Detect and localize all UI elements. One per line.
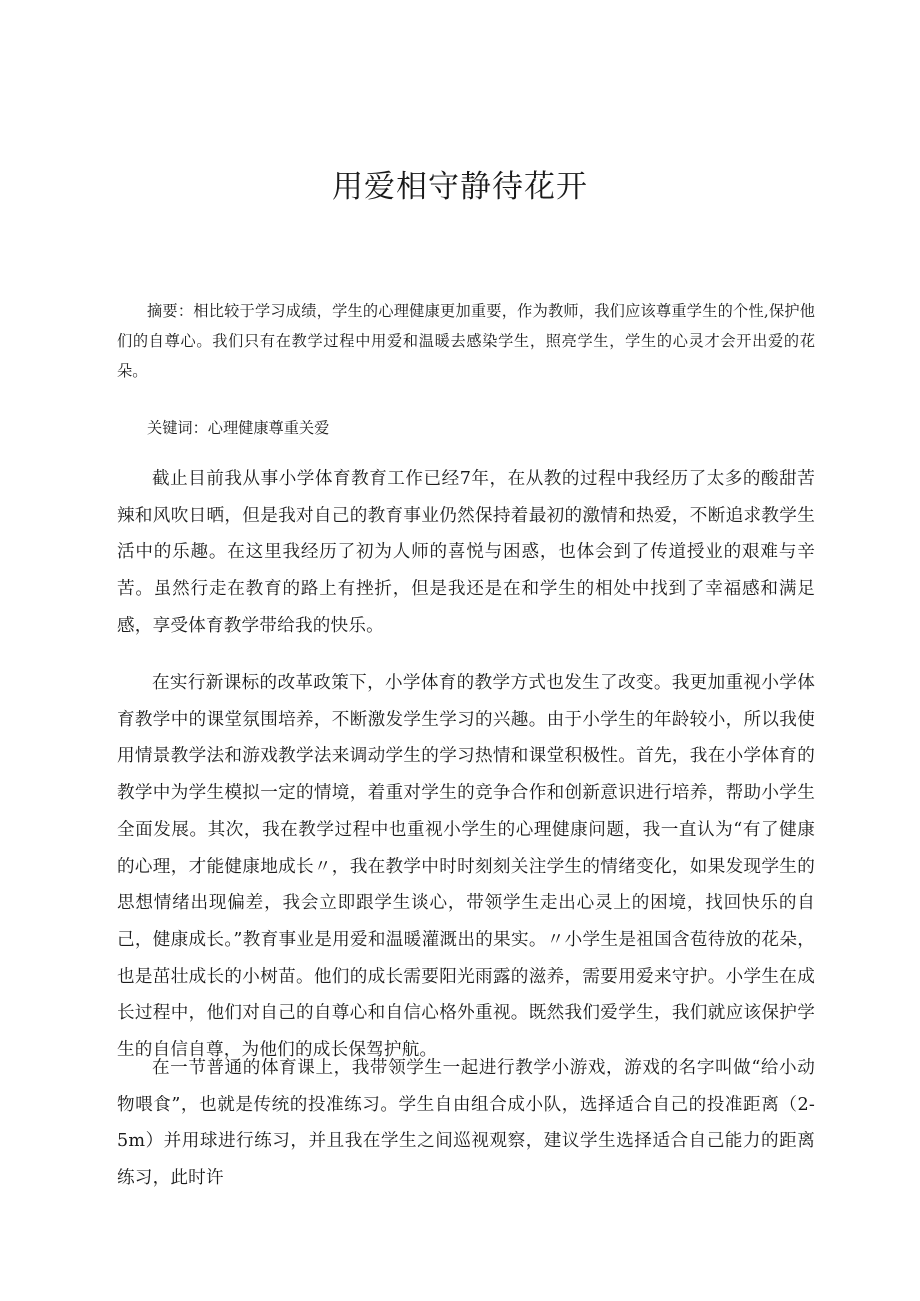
body-paragraph: 在实行新课标的改革政策下，小学体育的教学方式也发生了改变。我更加重视小学体育教学中的课堂氛围培养，不断激发学生学习的兴趣。由于小学生的年龄较小，所以我使用情景教学法和游戏教学法来调动学生的学习热情和课堂积极性。首先，我在小学体育的教学中为学生模拟一定的情境，着重对学生的竞争合作和创新意识进行培养，帮助小学生全面发展。其次，我在教学过程中也重视小学生的心理健康问题，我一直认为“有了健康的心理，才能健康地成长〃，我在教学中时时刻刻关注学生的情绪变化，如果发现学生的思想情绪出现偏差，我会立即跟学生谈心，带领学生走出心灵上的困境，找回快乐的自己，健康成长。”教育事业是用爱和温暖灌溉出的果实。〃小学生是祖国含苞待放的花朵，也是茁壮成长的小树苗。他们的成长需要阳光雨露的滋养，需要用爱来守护。小学生在成长过程中，他们对自己的自尊心和自信心格外重视。既然我们爱学生，我们就应该保护学生的自信自尊，为他们的成长保驾护航。 (117, 673, 815, 1061)
body-paragraph: 在一节普通的体育课上，我带领学生一起进行教学小游戏，游戏的名字叫做“给小动物喂食”，也就是传统的投准练习。学生自由组合成小队，选择适合自己的投准距离（2-5m）并用球进行练习，并且我在学生之间巡视观察，建议学生选择适合自己能力的距离练习，此时许 (117, 1058, 815, 1189)
abstract-paragraph: 摘要：相比较于学习成绩，学生的心理健康更加重要，作为教师，我们应该尊重学生的个性,保护他们的自尊心。我们只有在教学过程中用爱和温暖去感染学生，照亮学生，学生的心灵才会开出爱的花朵。 (117, 302, 815, 380)
document-title: 用爱相守静待花开 (332, 169, 588, 205)
keywords-line: 关键词：心理健康尊重关爱 (147, 419, 330, 437)
body-paragraph: 截止目前我从事小学体育教育工作已经7年，在从教的过程中我经历了太多的酸甜苦辣和风吹日晒，但是我对自己的教育事业仍然保持着最初的激情和热爱，不断追求教学生活中的乐趣。在这里我经历了初为人师的喜悦与困惑，也体会到了传道授业的艰难与辛苦。虽然行走在教育的路上有挫折，但是我还是在和学生的相处中找到了幸福感和满足感，享受体育教学带给我的快乐。 (117, 469, 815, 636)
